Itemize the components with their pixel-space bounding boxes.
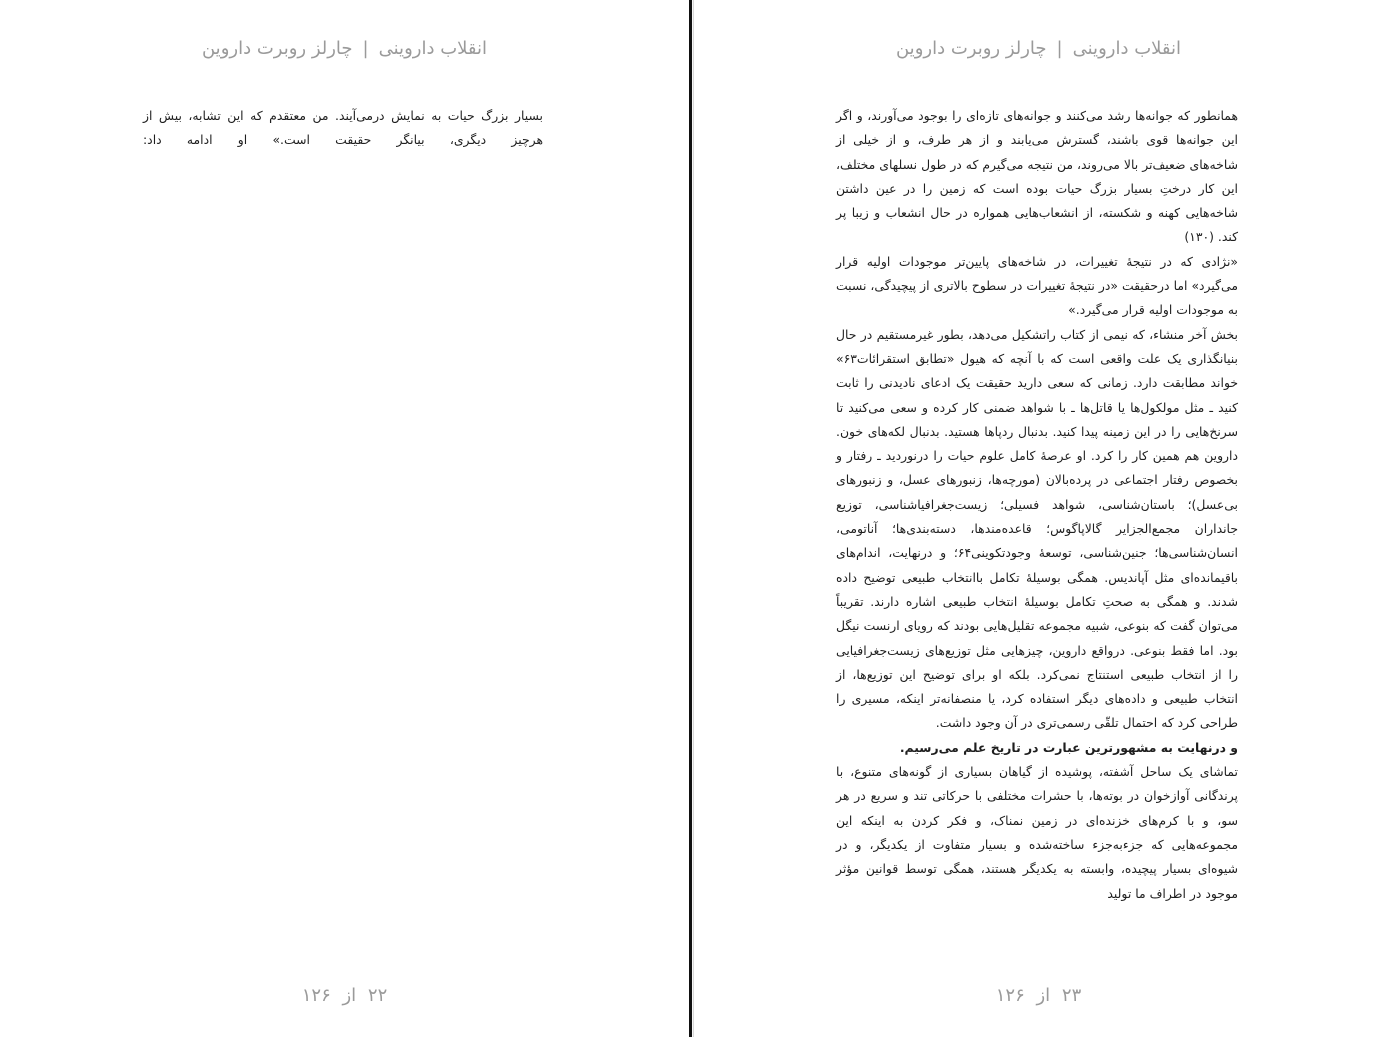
of-label: از [1036,985,1051,1006]
book-title: انقلاب داروینی [378,38,487,59]
page-body [836,104,1238,906]
paragraph: بخش آخر منشاء، که نیمی از کتاب راتشکیل می‌دهد، بطور غیرمستقیم در حال بنیانگذاری یک علت واقعی است که با آنچه که هیول «تطابق استقرائات۶۳» خواند مطابقت دارد. زمانی که سعی دارید حقیقت یک ادعای نادیدنی را ثابت کنید ـ مثل مولکول‌ها یا قاتل‌ها ـ با شواهد ضمنی کار کرده و سعی می‌کنید تا سرنخ‌هایی را در این زمینه پیدا کنید. بدنبال ردپاها هستید. بدنبال لکه‌های خون. داروین هم همین کار را کرد. او عرصهٔ کامل علوم حیات را درنوردید ـ رفتار و بخصوص رفتار اجتماعی در پرده‌بالان (مورچه‌ها، زنبورهای عسل، و زنبورهای بی‌عسل)؛ باستان‌شناسی، شواهد فسیلی؛ زیست‌جغرافیاشناسی، توزیع جانداران مجمع‌الجزایر گالاپاگوس؛ قاعده‌مندها، دسته‌بندی‌ها؛ آناتومی، انسان‌شناسی‌ها؛ جنین‌شناسی، توسعهٔ وجودتکوینی۶۴؛ و درنهایت، اندام‌های باقیمانده‌ای مثل آپاندیس. همگی بوسیلهٔ تکامل باانتخاب طبیعی توضیح داده شدند. و همگی به صحتِ تکامل بوسیلهٔ انتخاب طبیعی اشاره دارند. تقریباً می‌توان گفت که بنوعی، شبیه مجموعه تقلیل‌هایی بودند که رویای ارنست نیگل بود. اما فقط بنوعی. درواقع داروین، چیزهایی مثل توزیع‌های زیست‌جغرافیایی را از انتخاب طبیعی استنتاج نمی‌کرد. بلکه او برای توضیح این توزیع‌ها، از انتخاب طبیعی و داده‌های دیگر استفاده کرد، یا منصفانه‌تر اینکه، مسیری را طراحی کرد که احتمال تلقّی رسمی‌تری در آن وجود داشت. [836,326,1238,731]
running-header [0,38,689,59]
book-spine-divider [689,0,692,1037]
of-label: از [342,985,357,1006]
current-page-number: ۲۲ [367,985,388,1006]
book-author: چارلز روبرت داروین [201,38,353,59]
paragraph: همانطور که جوانه‌ها رشد می‌کنند و جوانه‌های تازه‌ای را بوجود می‌آورند، و اگر این جوانه‌ها قوی باشند، گسترش می‌یابند و از هر طرف، و از خیلی از شاخه‌های ضعیف‌تر بالا می‌روند، من نتیجه می‌گیرم که در طول نسلهای مختلف، این کار درختِ بسیار بزرگ حیات بوده است که زمین را در عین داشتن شاخه‌هایی کهنه و شکسته، از انشعاب‌هایی همواره در حال انشعاب و زیبا پر کند. (۱۳۰) [836,108,1238,245]
total-pages: ۱۲۶ [995,985,1025,1006]
page-number-footer [694,985,1383,1006]
page-left [0,0,690,1037]
page-body [143,104,543,153]
running-header [694,38,1383,59]
paragraph: تماشای یک ساحل آشفته، پوشیده از گیاهان بسیاری از گونه‌های متنوع، با پرندگانی آوازخوان در بوته‌ها، با حشرات مختلفی با حرکاتی تند و سریع در هر سو، و با کرم‌های خزنده‌ای در زمین نمناک، و فکر کردن به اینکه این مجموعه‌هایی که جزءبه‌جزء ساخته‌شده و بسیار متفاوت از یکدیگر، و در شیوه‌ای بسیار پیچیده، وابسته به یکدیگر هستند، همگی توسط قوانین مؤثر موجود در اطراف ما تولید [836,764,1238,901]
bold-paragraph: و درنهایت به مشهورترین عبارت در تاریخ علم می‌رسیم. [899,739,1238,755]
header-separator: | [1056,38,1063,59]
page-right [693,0,1383,1037]
book-author: چارلز روبرت داروین [895,38,1047,59]
paragraph: «نژادی که در نتیجهٔ تغییرات، در شاخه‌های پایین‌تر موجودات اولیه قرار می‌گیرد» اما درحقیقت «در نتیجهٔ تغییرات در سطوح بالاتری از پیچیدگی، نسبت به موجودات اولیه قرار می‌گیرد.» [836,253,1238,318]
total-pages: ۱۲۶ [301,985,331,1006]
header-separator: | [362,38,369,59]
page-number-footer [0,985,689,1006]
current-page-number: ۲۳ [1061,985,1082,1006]
paragraph: بسیار بزرگ حیات به نمایش درمی‌آیند. من معتقدم که این تشابه، بیش از هرچیز دیگری، بیانگر حقیقت است.» او ادامه داد: [143,108,543,148]
book-title: انقلاب داروینی [1072,38,1181,59]
